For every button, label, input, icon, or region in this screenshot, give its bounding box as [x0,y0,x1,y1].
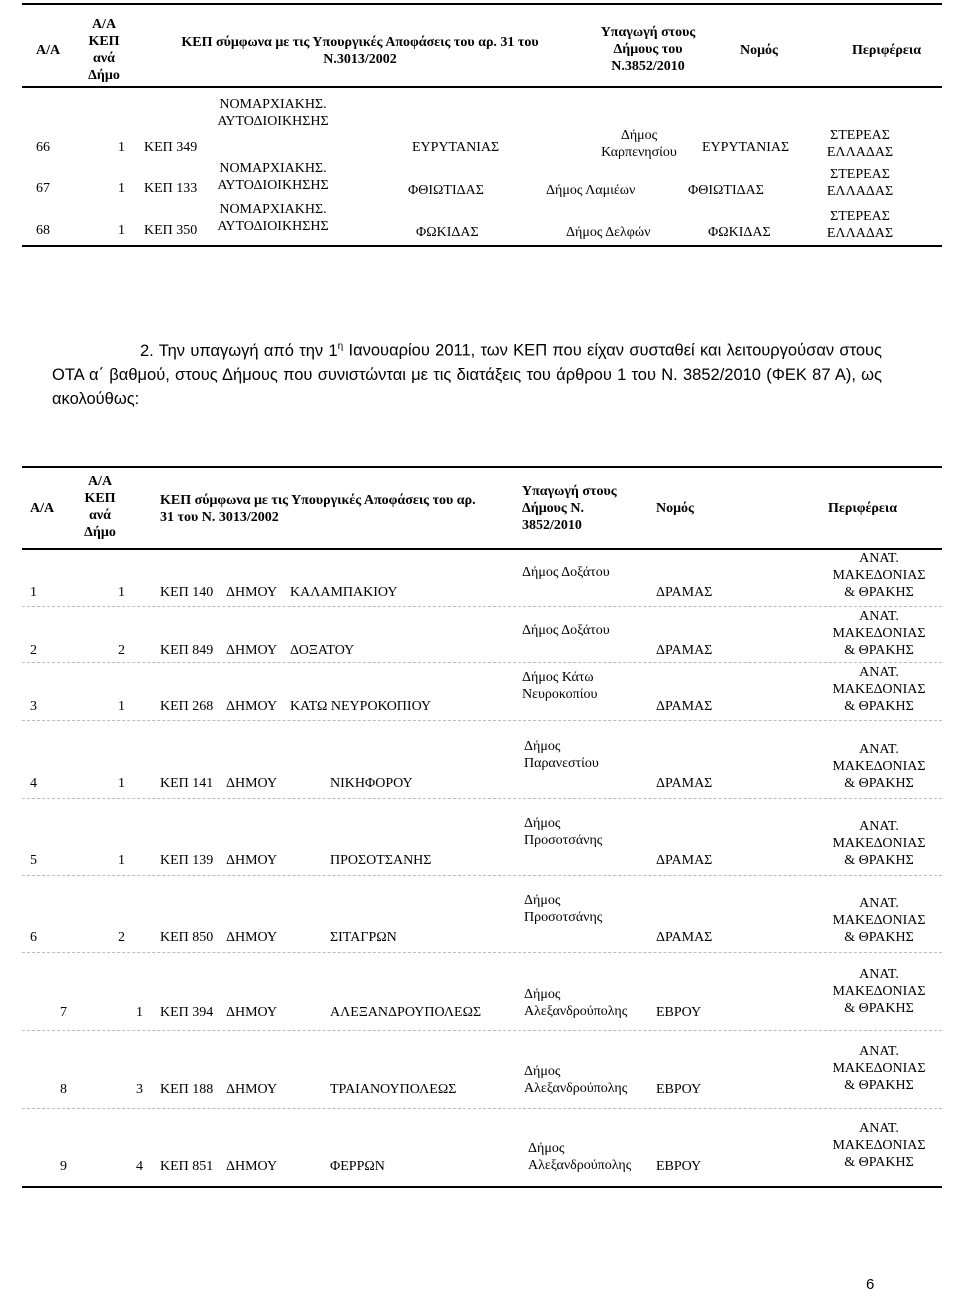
table2-header-kep-decisions: ΚΕΠ σύμφωνα με τις Υπουργικές Αποφάσεις του αρ. 31 του Ν. 3013/2002 [160,493,476,525]
row-separator [22,1108,942,1109]
table1-header-nomos: Νομός [740,43,778,58]
table1-bottom-rule [22,245,942,247]
row-separator [22,1030,942,1031]
table1-top-rule [22,3,942,5]
table2-header-rule [22,548,942,550]
table1-header-periferia: Περιφέρεια [852,43,922,58]
table2-header-ypagogi: Υπαγωγή στους Δήμους Ν. 3852/2010 [522,484,617,533]
table1-header-aa: Α/Α [36,43,61,58]
table1-header-ypagogi: Υπαγωγή στους Δήμους του Ν.3852/2010 [600,25,696,74]
table2-header-aa: Α/Α [30,501,55,516]
table1-header-kep-decisions: ΚΕΠ σύμφωνα με τις Υπουργικές Αποφάσεις του αρ. 31 του Ν.3013/2002 [181,35,539,67]
table1-header-kep-ana-dimo: Α/Α ΚΕΠ ανά Δήμο [88,17,120,83]
table2-header-kep-ana-dimo: Α/Α ΚΕΠ ανά Δήμο [84,474,116,540]
row-separator [22,798,942,799]
row-separator [22,662,942,663]
table1-header-rule [22,86,942,88]
row-separator [22,720,942,721]
body-paragraph: 2. Την υπαγωγή από την $1^\eta$ Ιανουαρίου 2011, των ΚΕΠ που είχαν συσταθεί και λειτουργούσαν στους ΟΤΑ α΄ βαθμού, στους Δήμους που συνιστώνται με τις διατάξεις του άρθρου 1 του Ν. 3852/2010 (ΦΕΚ 87 Α), ως ακολούθως: [52,341,882,408]
row-separator [22,875,942,876]
page-number: 6 [866,1276,875,1293]
table2-header-periferia: Περιφέρεια [828,501,898,516]
row-separator [22,606,942,607]
row-separator [22,952,942,953]
table2-top-rule [22,466,942,468]
table2-bottom-rule [22,1186,942,1188]
table2-header-nomos: Νομός [656,501,694,516]
